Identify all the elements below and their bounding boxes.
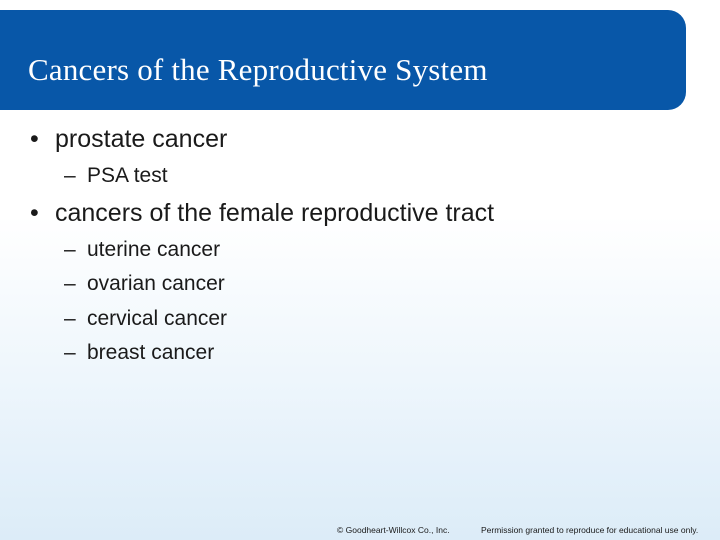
bullet-marker: •	[30, 125, 39, 153]
sub-bullet-marker: –	[64, 307, 76, 330]
sub-bullet-text: ovarian cancer	[87, 272, 225, 295]
sub-bullet-item	[64, 238, 220, 262]
bullet-item	[30, 125, 227, 154]
sub-bullet-marker: –	[64, 341, 76, 364]
footer-permission: Permission granted to reproduce for educational use only.	[481, 525, 699, 535]
slide-title: Cancers of the Reproductive System	[28, 52, 488, 87]
bullet-item	[30, 199, 494, 228]
sub-bullet-item	[64, 307, 227, 331]
bullet-text: prostate cancer	[55, 125, 228, 153]
bullet-text: cancers of the female reproductive tract	[55, 199, 495, 227]
sub-bullet-item	[64, 164, 168, 188]
sub-bullet-item	[64, 272, 225, 296]
sub-bullet-item	[64, 341, 214, 365]
footer-copyright: © Goodheart-Willcox Co., Inc.	[337, 525, 450, 535]
sub-bullet-marker: –	[64, 164, 76, 187]
sub-bullet-text: cervical cancer	[87, 307, 228, 330]
sub-bullet-text: uterine cancer	[87, 238, 221, 261]
sub-bullet-text: PSA test	[87, 164, 168, 187]
sub-bullet-marker: –	[64, 272, 76, 295]
sub-bullet-marker: –	[64, 238, 76, 261]
bullet-marker: •	[30, 199, 39, 227]
sub-bullet-text: breast cancer	[87, 341, 215, 364]
